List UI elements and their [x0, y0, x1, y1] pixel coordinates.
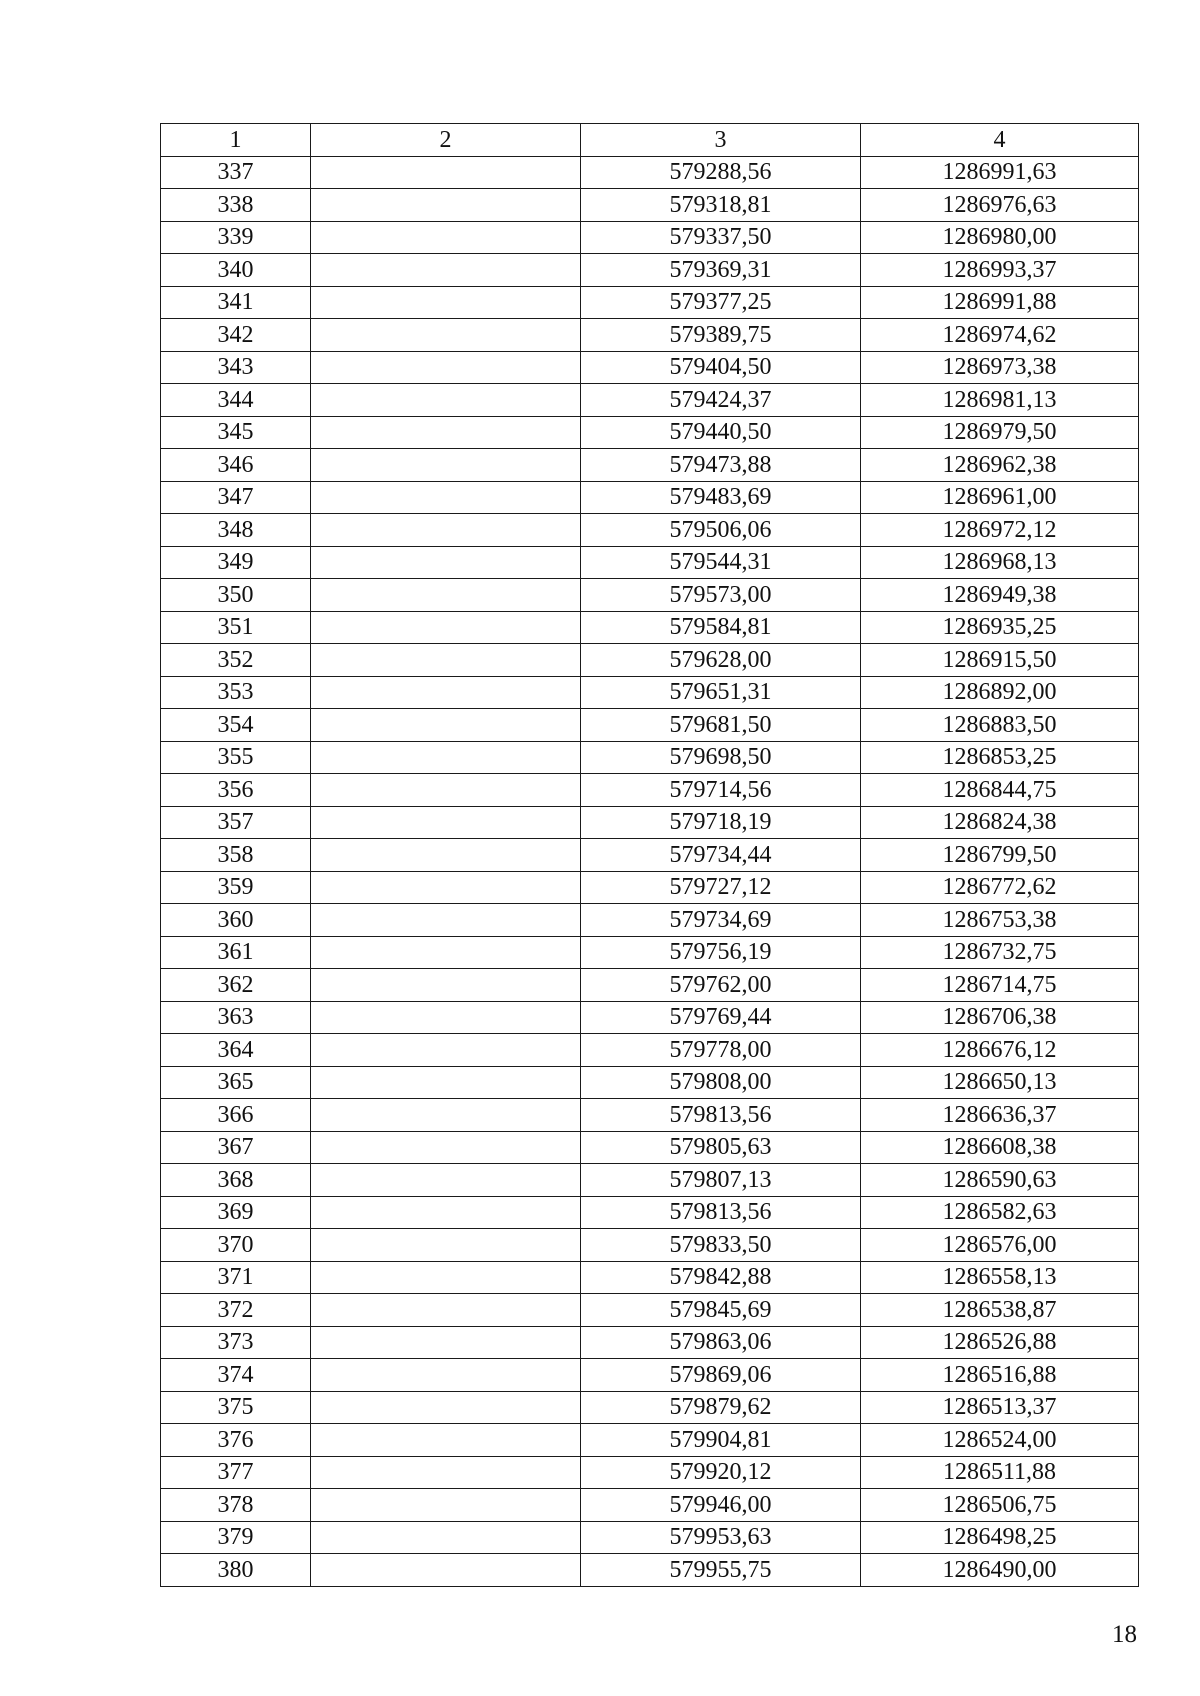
column-header-4: 4 [861, 124, 1139, 157]
table-row [161, 156, 1139, 189]
description-cell [311, 1359, 581, 1392]
table-row [161, 709, 1139, 742]
x-coordinate-cell: 579946,00 [581, 1489, 861, 1522]
point-number-cell: 377 [161, 1456, 311, 1489]
y-coordinate-cell: 1286608,38 [861, 1131, 1139, 1164]
y-coordinate-cell: 1286636,37 [861, 1099, 1139, 1132]
y-coordinate-cell: 1286524,00 [861, 1424, 1139, 1457]
table-row [161, 449, 1139, 482]
x-coordinate-cell: 579807,13 [581, 1164, 861, 1197]
point-number-cell: 340 [161, 254, 311, 287]
table-row [161, 1489, 1139, 1522]
x-coordinate-cell: 579879,62 [581, 1391, 861, 1424]
point-number-cell: 361 [161, 936, 311, 969]
x-coordinate-cell: 579337,50 [581, 221, 861, 254]
point-number-cell: 376 [161, 1424, 311, 1457]
x-coordinate-cell: 579584,81 [581, 611, 861, 644]
x-coordinate-cell: 579756,19 [581, 936, 861, 969]
y-coordinate-cell: 1286490,00 [861, 1554, 1139, 1587]
table-row [161, 1099, 1139, 1132]
description-cell [311, 1001, 581, 1034]
description-cell [311, 1424, 581, 1457]
point-number-cell: 352 [161, 644, 311, 677]
description-cell [311, 1164, 581, 1197]
x-coordinate-cell: 579288,56 [581, 156, 861, 189]
table-row [161, 774, 1139, 807]
x-coordinate-cell: 579904,81 [581, 1424, 861, 1457]
y-coordinate-cell: 1286976,63 [861, 189, 1139, 222]
y-coordinate-cell: 1286498,25 [861, 1521, 1139, 1554]
y-coordinate-cell: 1286993,37 [861, 254, 1139, 287]
description-cell [311, 189, 581, 222]
table-row [161, 481, 1139, 514]
y-coordinate-cell: 1286824,38 [861, 806, 1139, 839]
y-coordinate-cell: 1286511,88 [861, 1456, 1139, 1489]
description-cell [311, 1554, 581, 1587]
table-row [161, 221, 1139, 254]
y-coordinate-cell: 1286538,87 [861, 1294, 1139, 1327]
description-cell [311, 969, 581, 1002]
point-number-cell: 354 [161, 709, 311, 742]
x-coordinate-cell: 579404,50 [581, 351, 861, 384]
point-number-cell: 373 [161, 1326, 311, 1359]
point-number-cell: 379 [161, 1521, 311, 1554]
description-cell [311, 254, 581, 287]
y-coordinate-cell: 1286558,13 [861, 1261, 1139, 1294]
column-header-1: 1 [161, 124, 311, 157]
description-cell [311, 546, 581, 579]
point-number-cell: 380 [161, 1554, 311, 1587]
table-row [161, 1359, 1139, 1392]
description-cell [311, 449, 581, 482]
y-coordinate-cell: 1286915,50 [861, 644, 1139, 677]
point-number-cell: 371 [161, 1261, 311, 1294]
table-row [161, 1066, 1139, 1099]
table-row [161, 1001, 1139, 1034]
y-coordinate-cell: 1286772,62 [861, 871, 1139, 904]
point-number-cell: 349 [161, 546, 311, 579]
x-coordinate-cell: 579762,00 [581, 969, 861, 1002]
description-cell [311, 644, 581, 677]
page-number: 18 [1112, 1621, 1137, 1648]
description-cell [311, 741, 581, 774]
description-cell [311, 319, 581, 352]
y-coordinate-cell: 1286676,12 [861, 1034, 1139, 1067]
point-number-cell: 338 [161, 189, 311, 222]
table-row [161, 936, 1139, 969]
x-coordinate-cell: 579573,00 [581, 579, 861, 612]
table-row [161, 1326, 1139, 1359]
table-row [161, 1294, 1139, 1327]
x-coordinate-cell: 579727,12 [581, 871, 861, 904]
table-row [161, 741, 1139, 774]
table-row [161, 611, 1139, 644]
coordinates-table [160, 123, 1139, 1587]
y-coordinate-cell: 1286974,62 [861, 319, 1139, 352]
point-number-cell: 343 [161, 351, 311, 384]
point-number-cell: 346 [161, 449, 311, 482]
x-coordinate-cell: 579813,56 [581, 1099, 861, 1132]
table-row [161, 416, 1139, 449]
x-coordinate-cell: 579440,50 [581, 416, 861, 449]
point-number-cell: 350 [161, 579, 311, 612]
description-cell [311, 351, 581, 384]
description-cell [311, 514, 581, 547]
column-header-3: 3 [581, 124, 861, 157]
description-cell [311, 1229, 581, 1262]
point-number-cell: 375 [161, 1391, 311, 1424]
y-coordinate-cell: 1286576,00 [861, 1229, 1139, 1262]
x-coordinate-cell: 579628,00 [581, 644, 861, 677]
description-cell [311, 416, 581, 449]
point-number-cell: 339 [161, 221, 311, 254]
description-cell [311, 221, 581, 254]
x-coordinate-cell: 579506,06 [581, 514, 861, 547]
description-cell [311, 806, 581, 839]
description-cell [311, 1391, 581, 1424]
point-number-cell: 362 [161, 969, 311, 1002]
point-number-cell: 337 [161, 156, 311, 189]
x-coordinate-cell: 579483,69 [581, 481, 861, 514]
table-row [161, 514, 1139, 547]
description-cell [311, 1066, 581, 1099]
y-coordinate-cell: 1286582,63 [861, 1196, 1139, 1229]
description-cell [311, 1521, 581, 1554]
y-coordinate-cell: 1286973,38 [861, 351, 1139, 384]
description-cell [311, 871, 581, 904]
table-row [161, 1261, 1139, 1294]
description-cell [311, 1489, 581, 1522]
x-coordinate-cell: 579473,88 [581, 449, 861, 482]
table-row [161, 904, 1139, 937]
x-coordinate-cell: 579813,56 [581, 1196, 861, 1229]
y-coordinate-cell: 1286714,75 [861, 969, 1139, 1002]
y-coordinate-cell: 1286949,38 [861, 579, 1139, 612]
y-coordinate-cell: 1286962,38 [861, 449, 1139, 482]
table-row [161, 1424, 1139, 1457]
y-coordinate-cell: 1286650,13 [861, 1066, 1139, 1099]
y-coordinate-cell: 1286979,50 [861, 416, 1139, 449]
x-coordinate-cell: 579369,31 [581, 254, 861, 287]
point-number-cell: 355 [161, 741, 311, 774]
point-number-cell: 367 [161, 1131, 311, 1164]
x-coordinate-cell: 579377,25 [581, 286, 861, 319]
x-coordinate-cell: 579734,69 [581, 904, 861, 937]
point-number-cell: 372 [161, 1294, 311, 1327]
table-row [161, 1554, 1139, 1587]
point-number-cell: 366 [161, 1099, 311, 1132]
x-coordinate-cell: 579920,12 [581, 1456, 861, 1489]
x-coordinate-cell: 579718,19 [581, 806, 861, 839]
point-number-cell: 347 [161, 481, 311, 514]
x-coordinate-cell: 579863,06 [581, 1326, 861, 1359]
point-number-cell: 356 [161, 774, 311, 807]
table-row [161, 1131, 1139, 1164]
table-row [161, 286, 1139, 319]
table-row [161, 644, 1139, 677]
table-body [161, 156, 1139, 1586]
x-coordinate-cell: 579833,50 [581, 1229, 861, 1262]
y-coordinate-cell: 1286935,25 [861, 611, 1139, 644]
x-coordinate-cell: 579953,63 [581, 1521, 861, 1554]
y-coordinate-cell: 1286991,63 [861, 156, 1139, 189]
point-number-cell: 364 [161, 1034, 311, 1067]
point-number-cell: 353 [161, 676, 311, 709]
description-cell [311, 1261, 581, 1294]
x-coordinate-cell: 579869,06 [581, 1359, 861, 1392]
description-cell [311, 286, 581, 319]
y-coordinate-cell: 1286706,38 [861, 1001, 1139, 1034]
point-number-cell: 365 [161, 1066, 311, 1099]
y-coordinate-cell: 1286892,00 [861, 676, 1139, 709]
x-coordinate-cell: 579389,75 [581, 319, 861, 352]
y-coordinate-cell: 1286883,50 [861, 709, 1139, 742]
x-coordinate-cell: 579318,81 [581, 189, 861, 222]
table-row [161, 806, 1139, 839]
y-coordinate-cell: 1286968,13 [861, 546, 1139, 579]
point-number-cell: 344 [161, 384, 311, 417]
y-coordinate-cell: 1286506,75 [861, 1489, 1139, 1522]
table-row [161, 579, 1139, 612]
description-cell [311, 1099, 581, 1132]
table-row [161, 839, 1139, 872]
y-coordinate-cell: 1286844,75 [861, 774, 1139, 807]
table-row [161, 1521, 1139, 1554]
table-row [161, 969, 1139, 1002]
description-cell [311, 936, 581, 969]
description-cell [311, 709, 581, 742]
description-cell [311, 1456, 581, 1489]
table-row [161, 676, 1139, 709]
x-coordinate-cell: 579651,31 [581, 676, 861, 709]
table-row [161, 384, 1139, 417]
y-coordinate-cell: 1286590,63 [861, 1164, 1139, 1197]
table-row [161, 1034, 1139, 1067]
x-coordinate-cell: 579544,31 [581, 546, 861, 579]
x-coordinate-cell: 579805,63 [581, 1131, 861, 1164]
table-row [161, 546, 1139, 579]
description-cell [311, 904, 581, 937]
x-coordinate-cell: 579734,44 [581, 839, 861, 872]
table-row [161, 1456, 1139, 1489]
point-number-cell: 345 [161, 416, 311, 449]
table-row [161, 871, 1139, 904]
description-cell [311, 481, 581, 514]
y-coordinate-cell: 1286972,12 [861, 514, 1139, 547]
description-cell [311, 839, 581, 872]
description-cell [311, 156, 581, 189]
table-row [161, 1391, 1139, 1424]
description-cell [311, 1196, 581, 1229]
table-row [161, 351, 1139, 384]
point-number-cell: 357 [161, 806, 311, 839]
point-number-cell: 351 [161, 611, 311, 644]
description-cell [311, 774, 581, 807]
point-number-cell: 359 [161, 871, 311, 904]
x-coordinate-cell: 579955,75 [581, 1554, 861, 1587]
y-coordinate-cell: 1286799,50 [861, 839, 1139, 872]
description-cell [311, 1294, 581, 1327]
point-number-cell: 341 [161, 286, 311, 319]
table-row [161, 254, 1139, 287]
x-coordinate-cell: 579714,56 [581, 774, 861, 807]
y-coordinate-cell: 1286516,88 [861, 1359, 1139, 1392]
point-number-cell: 342 [161, 319, 311, 352]
y-coordinate-cell: 1286991,88 [861, 286, 1139, 319]
x-coordinate-cell: 579769,44 [581, 1001, 861, 1034]
x-coordinate-cell: 579698,50 [581, 741, 861, 774]
y-coordinate-cell: 1286513,37 [861, 1391, 1139, 1424]
description-cell [311, 579, 581, 612]
x-coordinate-cell: 579778,00 [581, 1034, 861, 1067]
x-coordinate-cell: 579845,69 [581, 1294, 861, 1327]
y-coordinate-cell: 1286961,00 [861, 481, 1139, 514]
point-number-cell: 369 [161, 1196, 311, 1229]
point-number-cell: 360 [161, 904, 311, 937]
description-cell [311, 1131, 581, 1164]
point-number-cell: 358 [161, 839, 311, 872]
table-row [161, 189, 1139, 222]
y-coordinate-cell: 1286981,13 [861, 384, 1139, 417]
table-row [161, 1229, 1139, 1262]
description-cell [311, 676, 581, 709]
description-cell [311, 1034, 581, 1067]
y-coordinate-cell: 1286732,75 [861, 936, 1139, 969]
y-coordinate-cell: 1286853,25 [861, 741, 1139, 774]
column-header-2: 2 [311, 124, 581, 157]
x-coordinate-cell: 579681,50 [581, 709, 861, 742]
point-number-cell: 348 [161, 514, 311, 547]
description-cell [311, 384, 581, 417]
y-coordinate-cell: 1286980,00 [861, 221, 1139, 254]
y-coordinate-cell: 1286753,38 [861, 904, 1139, 937]
point-number-cell: 368 [161, 1164, 311, 1197]
x-coordinate-cell: 579808,00 [581, 1066, 861, 1099]
x-coordinate-cell: 579842,88 [581, 1261, 861, 1294]
table-row [161, 1196, 1139, 1229]
point-number-cell: 378 [161, 1489, 311, 1522]
y-coordinate-cell: 1286526,88 [861, 1326, 1139, 1359]
table-header-row [161, 124, 1139, 157]
x-coordinate-cell: 579424,37 [581, 384, 861, 417]
point-number-cell: 370 [161, 1229, 311, 1262]
table-row [161, 319, 1139, 352]
table-row [161, 1164, 1139, 1197]
point-number-cell: 363 [161, 1001, 311, 1034]
coordinates-table-container [160, 123, 1138, 1587]
description-cell [311, 611, 581, 644]
description-cell [311, 1326, 581, 1359]
point-number-cell: 374 [161, 1359, 311, 1392]
